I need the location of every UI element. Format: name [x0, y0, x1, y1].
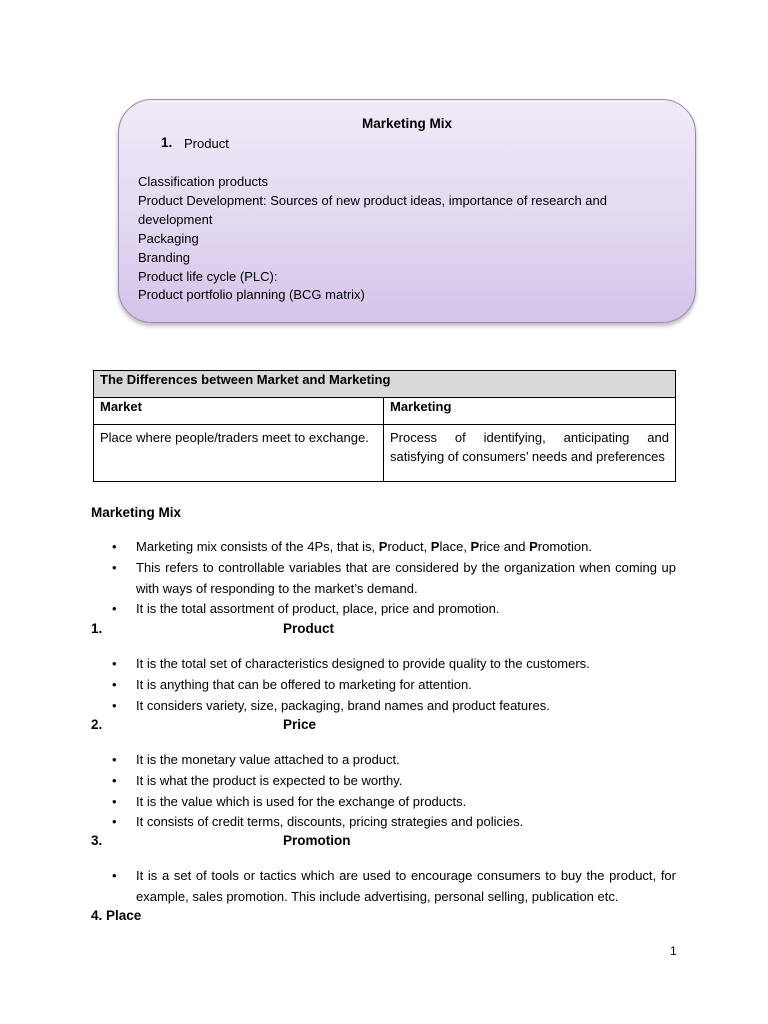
- box-title: Marketing Mix: [361, 116, 453, 131]
- table-header-market: Market: [94, 398, 384, 425]
- table-header-marketing: Marketing: [384, 398, 676, 425]
- box-topic: Product Development: Sources of new product ideas, importance of research and development: [138, 192, 607, 227]
- list-item: • It consists of credit terms, discounts, pricing strategies and policies.: [110, 812, 676, 833]
- box-topic: Packaging: [138, 230, 199, 246]
- list-text: Marketing mix consists of the 4Ps, that is,: [136, 539, 379, 554]
- box-topic: Product life cycle (PLC):: [138, 268, 278, 284]
- list-item: • It is the total assortment of product, place, price and promotion.: [110, 599, 676, 620]
- box-item-number: 1.: [161, 135, 173, 150]
- box-topic: Branding: [138, 249, 191, 265]
- list-text: romotion.: [537, 539, 592, 554]
- emphasis-letter: P: [430, 539, 440, 554]
- list-item: • It is the value which is used for the exchange of products.: [110, 792, 676, 813]
- box-topic: Product portfolio planning (BCG matrix): [138, 287, 365, 303]
- list-item: • It is anything that can be offered to marketing for attention.: [110, 675, 676, 696]
- section-title-price: Price: [283, 717, 317, 732]
- section-number: 2.: [91, 717, 103, 732]
- differences-table: [93, 370, 676, 482]
- box-item-label: Product: [184, 136, 229, 151]
- section-number: 1.: [91, 621, 103, 636]
- section-title-product: Product: [283, 621, 335, 636]
- box-topic-list: [138, 173, 658, 305]
- marketing-mix-heading: Marketing Mix: [91, 505, 182, 520]
- table-cell-market: Place where people/traders meet to exchange.: [94, 425, 384, 482]
- list-item: • It is the monetary value attached to a product.: [110, 750, 676, 771]
- list-item: • It considers variety, size, packaging, brand names and product features.: [110, 696, 676, 717]
- section-number: 3.: [91, 833, 103, 848]
- list-text: lace,: [439, 539, 471, 554]
- product-list: [110, 654, 676, 716]
- page-number: 1: [670, 944, 677, 958]
- section-title-promotion: Promotion: [283, 833, 351, 848]
- list-item: • This refers to controllable variables that are considered by the organization when coming up with ways of responding to the market’s demand.: [110, 558, 676, 600]
- emphasis-letter: P: [470, 539, 480, 554]
- list-item: • It is a set of tools or tactics which are used to encourage consumers to buy the product, for example, sales promotion. This include advertising, personal selling, publication etc.: [110, 866, 676, 908]
- emphasis-letter: P: [378, 539, 388, 554]
- marketing-mix-list: [110, 537, 676, 620]
- emphasis-letter: P: [529, 539, 538, 554]
- promotion-list: [110, 866, 676, 908]
- table-title: The Differences between Market and Marketing: [94, 371, 676, 398]
- box-topic: Classification products: [138, 174, 269, 189]
- table-cell-marketing: Process of identifying, anticipating and satisfying of consumers’ needs and preferences: [384, 425, 676, 482]
- list-text: roduct,: [387, 539, 431, 554]
- list-item: [110, 537, 676, 558]
- list-text: rice and: [479, 539, 530, 554]
- price-list: [110, 750, 676, 833]
- list-item: • It is the total set of characteristics designed to provide quality to the customers.: [110, 654, 676, 675]
- list-item: • It is what the product is expected to be worthy.: [110, 771, 676, 792]
- summary-box: [118, 99, 696, 323]
- section-title-place: 4. Place: [91, 908, 142, 923]
